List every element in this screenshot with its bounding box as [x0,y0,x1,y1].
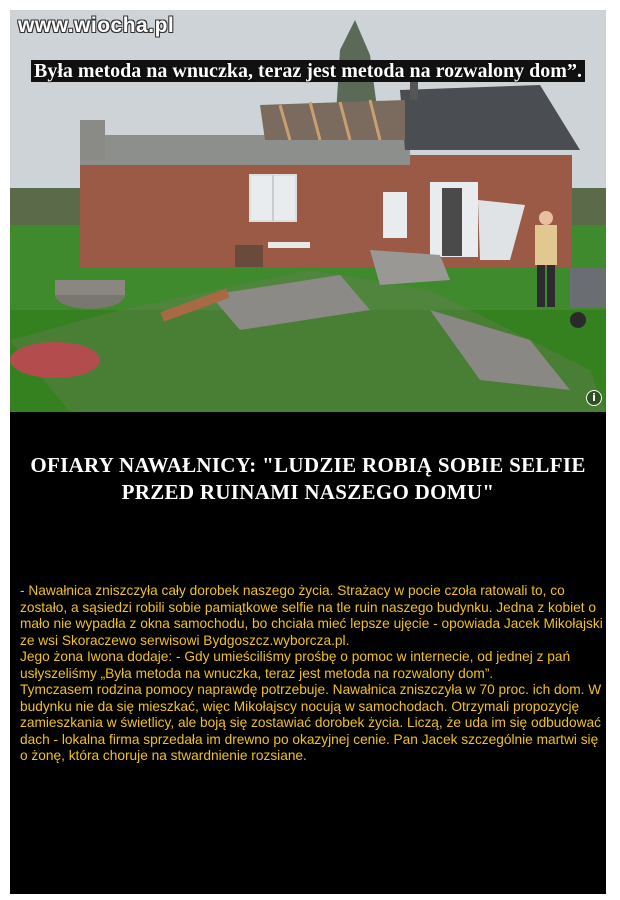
article-paragraph: Jego żona Iwona dodaje: - Gdy umieściliśmy prośbę o pomoc w internecie, od jednej z pań usłyszeliśmy „Była metoda na wnuczka, teraz jest metoda na rozwalony dom”. [20,649,571,681]
photo-caption [30,58,586,84]
article-paragraph: Tymczasem rodzina pomocy naprawdę potrzebuje. Nawałnica zniszczyła w 70 proc. ich dom. W budynku nie da się mieszkać, więc Mikołajscy nocują w samochodach. Otrzymali propozycję zamieszkania w świetlicy, ale boją się zostawiać dorobek życia. Liczą, że uda im się odbudować dach - lokalna firma sprzedała im drewno po okazyjnej cenie. Pan Jacek szczególnie martwi się o żonę, która choruje na stwardnienie rozsiane. [20,682,602,763]
article-body [20,583,606,765]
info-icon[interactable]: i [586,390,602,406]
site-watermark: www.wiocha.pl [18,14,175,37]
photo-caption-text: Była metoda na wnuczka, teraz jest metoda na rozwalony dom”. [31,60,585,82]
article-paragraph: - Nawałnica zniszczyła cały dorobek naszego życia. Strażacy w pocie czoła ratowali to, co zostało, a sąsiedzi robili sobie pamiątkowe selfie na tle ruin naszego budynku. Jedna z kobiet o mało nie wypadła z okna samochodu, bo chciała mieć lepsze ujęcie - opowiada Jacek Mikołajski ze wsi Skoraczewo serwisowi Bydgoszcz.wyborcza.pl. [20,583,603,648]
article-headline: OFIARY NAWAŁNICY: "LUDZIE ROBIĄ SOBIE SELFIE PRZED RUINAMI NASZEGO DOMU" [30,453,586,504]
